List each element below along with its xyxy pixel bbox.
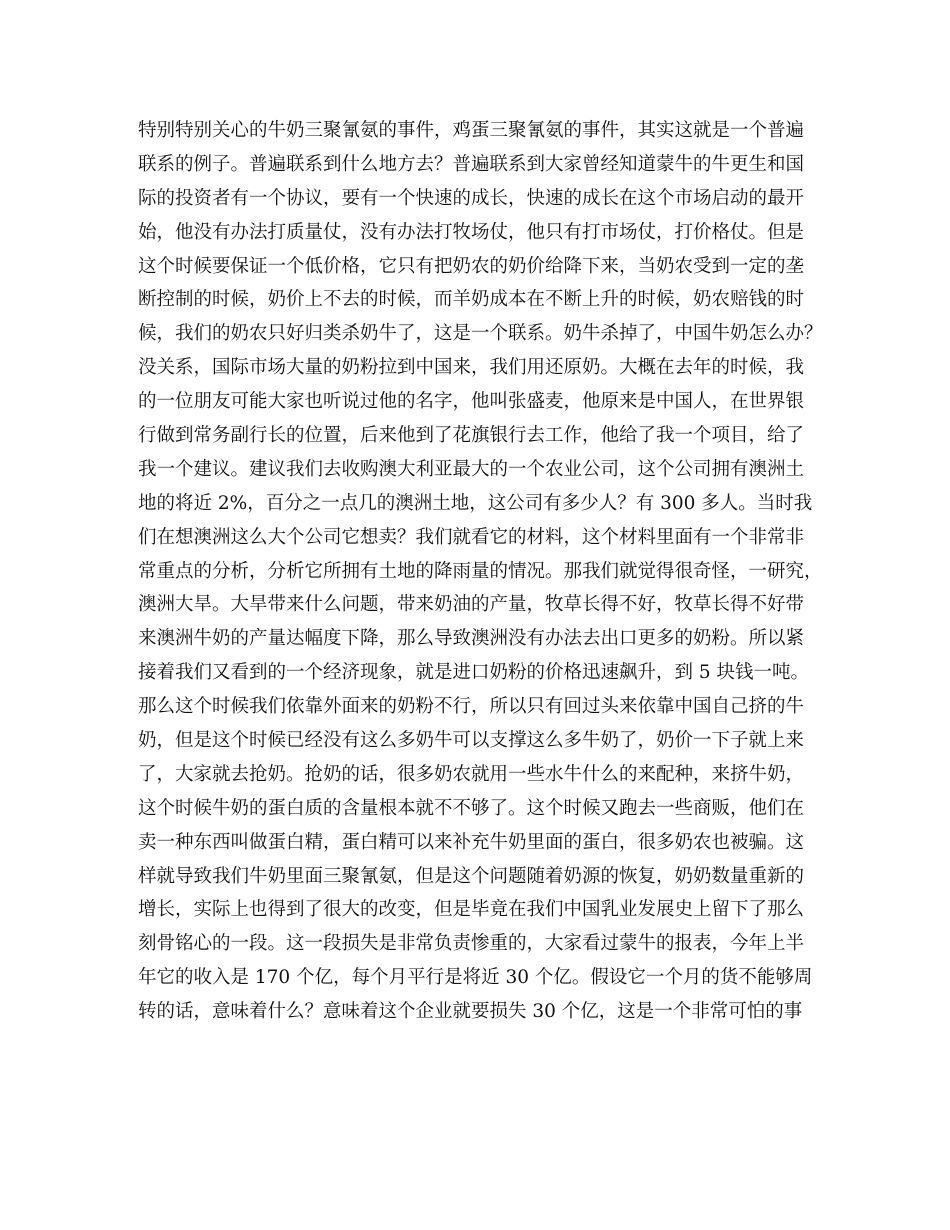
text-line: 来澳洲牛奶的产量达幅度下降，那么导致澳洲没有办法去出口更多的奶粉。所以紧 bbox=[138, 628, 805, 650]
text-line: 这个时候要保证一个低价格，它只有把奶农的奶价给降下来，当奶农受到一定的垄 bbox=[138, 255, 805, 277]
text-line: 的一位朋友可能大家也听说过他的名字，他叫张盛麦，他原来是中国人，在世界银 bbox=[138, 391, 805, 413]
text-line: 特别特别关心的牛奶三聚氰氨的事件，鸡蛋三聚氰氨的事件，其实这就是一个普遍 bbox=[138, 120, 805, 141]
text-line: 地的将近 2%，百分之一点几的澳洲土地，这公司有多少人？有 300 多人。当时我 bbox=[138, 492, 813, 514]
body-text bbox=[138, 114, 828, 1029]
text-line: 增长，实际上也得到了很大的改变，但是毕竟在我们中国乳业发展史上留下了那么 bbox=[138, 899, 805, 921]
text-line: 样就导致我们牛奶里面三聚氰氨，但是这个问题随着奶源的恢复，奶奶数量重新的 bbox=[138, 865, 805, 887]
text-line: 奶，但是这个时候已经没有这么多奶牛可以支撑这么多牛奶了，奶价一下子就上来 bbox=[138, 730, 805, 752]
text-line: 际的投资者有一个协议，要有一个快速的成长，快速的成长在这个市场启动的最开 bbox=[138, 187, 805, 209]
text-line: 始，他没有办法打质量仗，没有办法打牧场仗，他只有打市场仗，打价格仗。但是 bbox=[138, 221, 805, 243]
text-line: 澳洲大旱。大旱带来什么问题，带来奶油的产量，牧草长得不好，牧草长得不好带 bbox=[138, 594, 805, 616]
text-line: 那么这个时候我们依靠外面来的奶粉不行，所以只有回过头来依靠中国自己挤的牛 bbox=[138, 696, 805, 718]
text-line: 断控制的时候，奶价上不去的时候，而羊奶成本在不断上升的时候，奶农赔钱的时 bbox=[138, 289, 805, 311]
text-line: 没关系，国际市场大量的奶粉拉到中国来，我们用还原奶。大概在去年的时候，我 bbox=[138, 357, 805, 379]
text-line: 们在想澳洲这么大个公司它想卖？我们就看它的材料，这个材料里面有一个非常非 bbox=[138, 526, 805, 548]
text-line: 转的话，意味着什么？意味着这个企业就要损失 30 个亿，这是一个非常可怕的事 bbox=[138, 1001, 803, 1023]
text-line: 刻骨铭心的一段。这一段损失是非常负责惨重的，大家看过蒙牛的报表，今年上半 bbox=[138, 933, 805, 955]
text-line: 年它的收入是 170 个亿，每个月平行是将近 30 个亿。假设它一个月的货不能够周 bbox=[138, 967, 813, 989]
text-line: 行做到常务副行长的位置，后来他到了花旗银行去工作，他给了我一个项目，给了 bbox=[138, 425, 805, 447]
text-line: 接着我们又看到的一个经济现象，就是进口奶粉的价格迅速飙升，到 5 块钱一吨。 bbox=[138, 662, 810, 684]
text-line: 常重点的分析，分析它所拥有土地的降雨量的情况。那我们就觉得很奇怪，一研究， bbox=[138, 560, 823, 582]
text-line: 我一个建议。建议我们去收购澳大利亚最大的一个农业公司，这个公司拥有澳洲土 bbox=[138, 458, 805, 480]
text-line: 这个时候牛奶的蛋白质的含量根本就不不够了。这个时候又跑去一些商贩，他们在 bbox=[138, 797, 805, 819]
text-line: 候，我们的奶农只好归类杀奶牛了，这是一个联系。奶牛杀掉了，中国牛奶怎么办？ bbox=[138, 323, 823, 345]
text-line: 卖一种东西叫做蛋白精，蛋白精可以来补充牛奶里面的蛋白，很多奶农也被骗。这 bbox=[138, 831, 805, 853]
text-line: 联系的例子。普遍联系到什么地方去？普遍联系到大家曾经知道蒙牛的牛更生和国 bbox=[138, 153, 805, 175]
text-line: 了，大家就去抢奶。抢奶的话，很多奶农就用一些水牛什么的来配种，来挤牛奶， bbox=[138, 763, 805, 785]
